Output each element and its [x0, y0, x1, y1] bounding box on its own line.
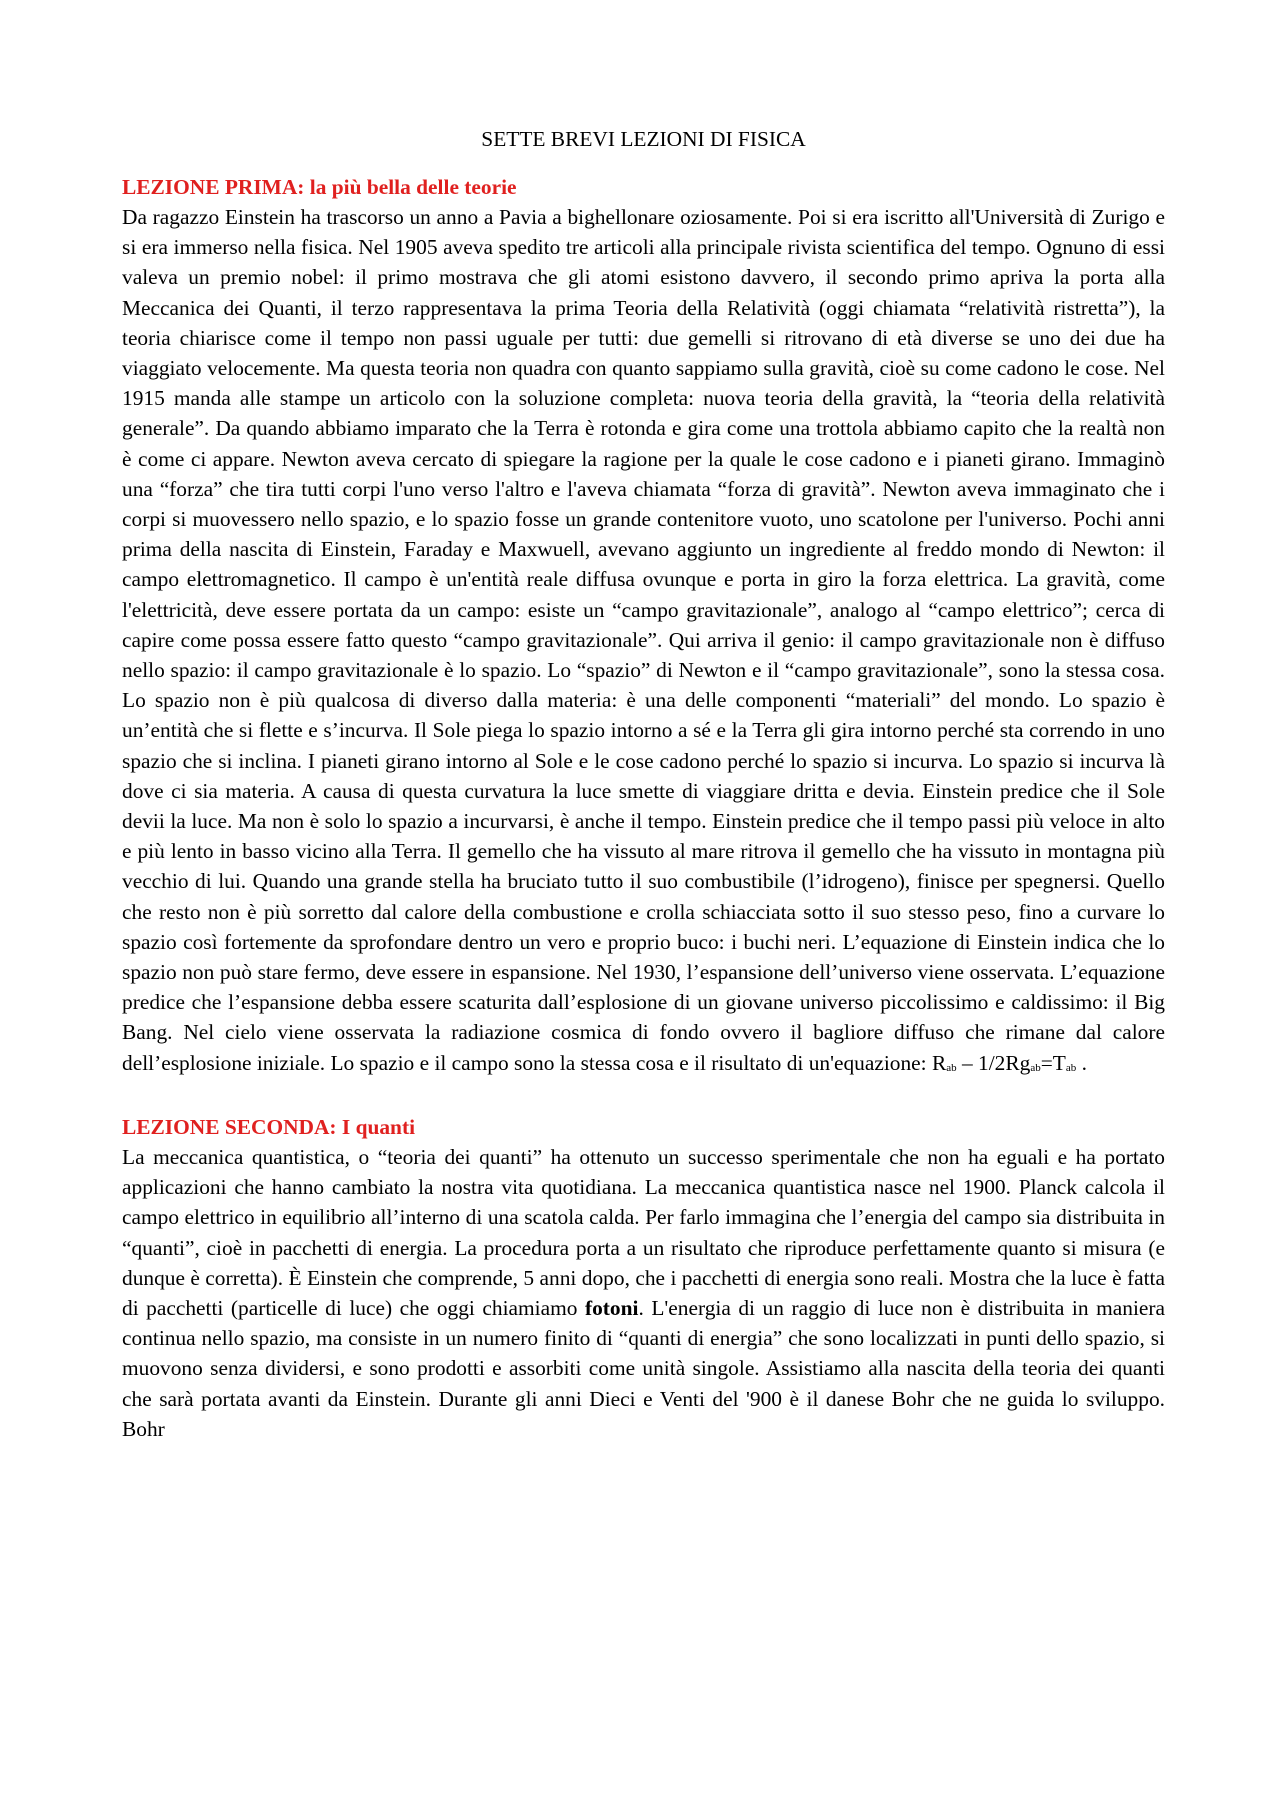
section-heading-lezione-prima: LEZIONE PRIMA: la più bella delle teorie — [122, 175, 517, 199]
lezione-prima-text: Da ragazzo Einstein ha trascorso un anno a Pavia a bighellonare oziosamente. Poi si era iscritto all'Università di Zurigo e si era immerso nella fisica. Nel 1905 aveva spedito tre articoli alla principale rivista scientifica del tempo. Ognuno di essi valeva un premio nobel: il primo mostrava che gli atomi esistono davvero, il secondo primo apriva la porta alla Meccanica dei Quanti, il terzo rappresentava la prima Teoria della Relatività (oggi chiamata “relatività ristretta”), la teoria chiarisce come il tempo non passi uguale per tutti: due gemelli si ritrovano di età diverse se uno dei due ha viaggiato velocemente. Ma questa teoria non quadra con quanto sappiamo sulla gravità, cioè su come cadono le cose. Nel 1915 manda alle stampe un articolo con la soluzione completa: nuova teoria della gravità, la “teoria della relatività generale”. Da quando abbiamo imparato che la Terra è rotonda e gira come una trottola abbiamo capito che la realtà non è come ci appare. Newton aveva cercato di spiegare la ragione per la quale le cose cadono e i pianeti girano. Immaginò una “forza” che tira tutti corpi l'uno verso l'altro e l'aveva chiamata “forza di gravità”. Newton aveva immaginato che i corpi si muovessero nello spazio, e lo spazio fosse un grande contenitore vuoto, uno scatolone per l'universo. Pochi anni prima della nascita di Einstein, Faraday e Maxwuell, avevano aggiunto un ingrediente al freddo mondo di Newton: il campo elettromagnetico. Il campo è un'entità reale diffusa ovunque e porta in giro la forza elettrica. La gravità, come l'elettricità, deve essere portata da un campo: esiste un “campo gravitazionale”, analogo al “campo elettrico”; cerca di capire come possa essere fatto questo “campo gravitazionale”. Qui arriva il genio: il campo gravitazionale non è diffuso nello spazio: il campo gravitazionale è lo spazio. Lo “spazio” di Newton e il “campo gravitazionale”, sono la stessa cosa. Lo spazio non è più qualcosa di diverso dalla materia: è una delle componenti “materiali” del mondo. Lo spazio è un’entità che si flette e s’incurva. Il Sole piega lo spazio intorno a sé e la Terra gli gira intorno perché sta correndo in uno spazio che si inclina. I pianeti girano intorno al Sole e le cose cadono perché lo spazio si incurva. Lo spazio si incurva là dove ci sia materia. A causa di questa curvatura la luce smette di viaggiare dritta e devia. Einstein predice che il Sole devii la luce. Ma non è solo lo spazio a incurvarsi, è anche il tempo. Einstein predice che il tempo passi più veloce in alto e più lento in basso vicino alla Terra. Il gemello che ha vissuto al mare ritrova il gemello che ha vissuto in montagna più vecchio di lui. Quando una grande stella ha bruciato tutto il suo combustibile (l’idrogeno), finisce per spegnersi. Quello che resto non è più sorretto dal calore della combustione e crolla schiacciata sotto il suo stesso peso, fino a curvare lo spazio così fortemente da sprofondare dentro un vero e proprio buco: i buchi neri. L’equazione di Einstein indica che lo spazio non può stare fermo, deve essere in espansione. Nel 1930, l’espansione dell’universo viene osservata. L’equazione predice che l’espansione debba essere scaturita dall’esplosione di un giovane universo piccolissimo e caldissimo: il Big Bang. Nel cielo viene osservata la radiazione cosmica di fondo ovvero il bagliore diffuso che rimane dal calore dell’esplosione iniziale. Lo spazio e il campo sono la stessa cosa e il risultato di un'equazione: — [122, 205, 1165, 1075]
document-page — [122, 124, 1165, 1444]
lezione-seconda-text-2: . L'energia di un raggio di luce non è distribuita in maniera continua nello spazio, ma consiste in un numero finito di “quanti di energia” che sono localizzati in punti dello spazio, si muovono senza dividersi, e sono prodotti e assorbiti come unità singole. Assistiamo alla nascita della teoria dei quanti che sarà portata avanti da Einstein. Durante gli anni Dieci e Venti del '900 è il danese Bohr che ne guida lo sviluppo. Bohr — [122, 1295, 1165, 1441]
equation-r: R — [931, 1050, 947, 1075]
equation-sub-ab-2: ab — [1030, 1061, 1041, 1074]
section-body-lezione-prima — [122, 202, 1165, 1082]
section-heading-lezione-seconda: LEZIONE SECONDA: I quanti — [122, 1114, 416, 1139]
equation-minus-part: – 1/2Rg — [956, 1050, 1031, 1075]
section-spacer — [122, 1082, 1165, 1112]
equation-end: . — [1076, 1050, 1087, 1075]
bold-term-fotoni: fotoni — [584, 1295, 639, 1320]
equation-sub-ab-1: ab — [946, 1061, 957, 1074]
equation-equals-t: =T — [1040, 1050, 1066, 1075]
document-title: SETTE BREVI LEZIONI DI FISICA — [481, 127, 806, 151]
equation-sub-ab-3: ab — [1065, 1061, 1077, 1074]
lezione-seconda-text-1: La meccanica quantistica, o “teoria dei quanti” ha ottenuto un successo sperimentale che non ha eguali e ha portato applicazioni che hanno cambiato la nostra vita quotidiana. La meccanica quantistica nasce nel 1900. Planck calcola il campo elettrico in equilibrio all’interno di una scatola calda. Per farlo immagina che l’energia del campo sia distribuita in “quanti”, cioè in pacchetti di energia. La procedura porta a un risultato che riproduce perfettamente quanto si misura (e dunque è corretta). È Einstein che comprende, 5 anni dopo, che i pacchetti di energia sono reali. Mostra che la luce è fatta di pacchetti (particelle di luce) che oggi chiamiamo — [122, 1144, 1165, 1320]
section-body-lezione-seconda — [122, 1142, 1165, 1444]
equation — [932, 1051, 1087, 1075]
